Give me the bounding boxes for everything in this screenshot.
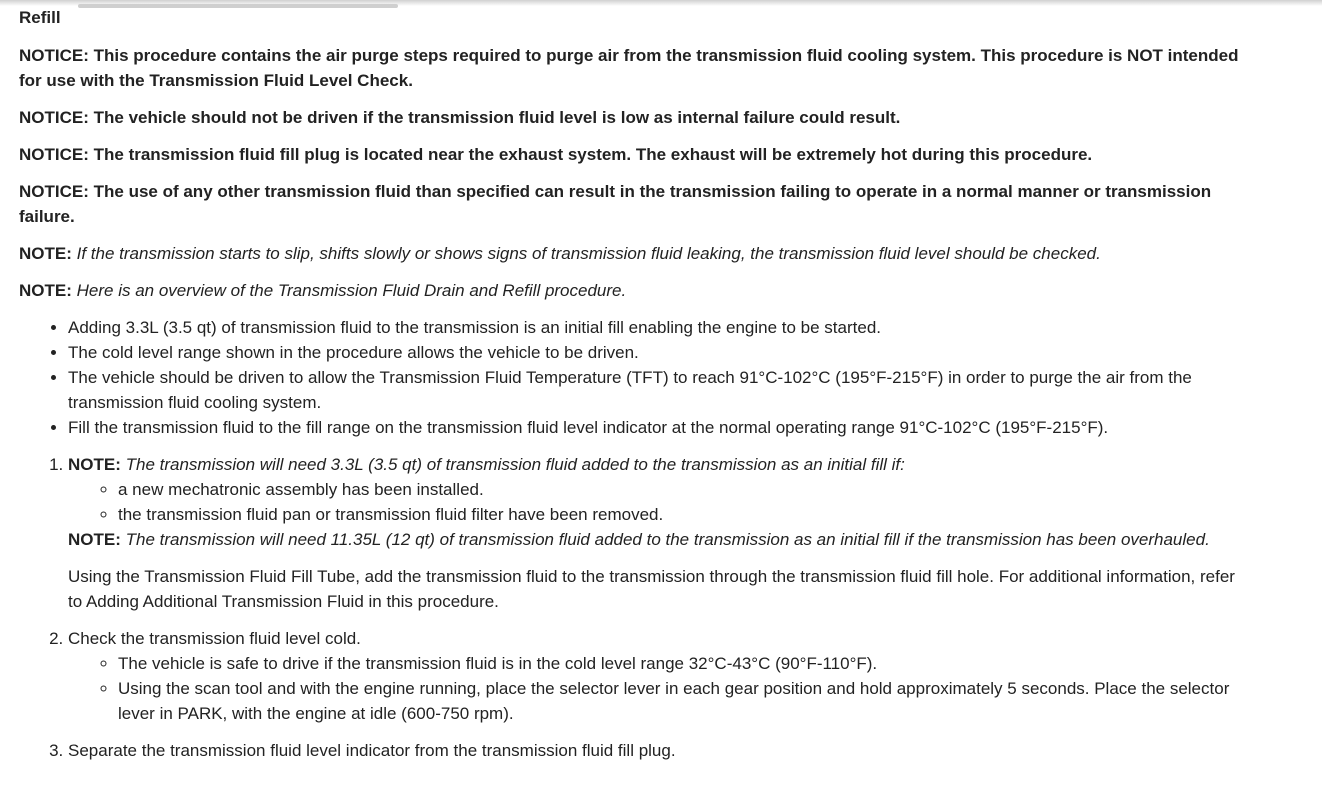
- overview-list: [19, 315, 1244, 440]
- notice-text: The use of any other transmission fluid than specified can result in the transmission failing to operate in a normal manner or transmission failure.: [19, 182, 1212, 226]
- note-label: NOTE:: [68, 530, 121, 549]
- notice-label: NOTICE:: [19, 182, 89, 201]
- list-item: • Fill the transmission fluid to the fill range on the transmission fluid level indicator at the normal operating range 91°C-102°C (195°F-215°F).: [68, 415, 1244, 440]
- notice-label: NOTICE:: [19, 108, 89, 127]
- step-text: Check the transmission fluid level cold.: [68, 629, 361, 648]
- step-text: Separate the transmission fluid level indicator from the transmission fluid fill plug.: [68, 741, 676, 760]
- note-label: NOTE:: [19, 281, 72, 300]
- notice-label: NOTICE:: [19, 145, 89, 164]
- list-item: • The vehicle should be driven to allow the Transmission Fluid Temperature (TFT) to reach 91°C-102°C (195°F-215°F) in order to purge the air from the transmission fluid cooling system.: [68, 365, 1244, 415]
- note-label: NOTE:: [68, 455, 121, 474]
- step-1-note-2: [68, 527, 1244, 552]
- notice-text: The vehicle should not be driven if the transmission fluid level is low as internal failure could result.: [93, 108, 901, 127]
- step-2: [68, 626, 1244, 726]
- note-text: Here is an overview of the Transmission Fluid Drain and Refill procedure.: [76, 281, 627, 300]
- step-1-body: Using the Transmission Fluid Fill Tube, add the transmission fluid to the transmission through the transmission fluid fill hole. For additional information, refer to Adding Additional Transmission Fluid in this procedure.: [68, 567, 1235, 611]
- notice-label: NOTICE:: [19, 46, 89, 65]
- note-text: The transmission will need 3.3L (3.5 qt) of transmission fluid added to the transmission as an initial fill if:: [125, 455, 905, 474]
- notice-1: [19, 43, 1244, 93]
- notice-text: This procedure contains the air purge steps required to purge air from the transmission fluid cooling system. This procedure is NOT intended for use with the Transmission Fluid Level Check.: [19, 46, 1239, 90]
- notice-text: The transmission fluid fill plug is located near the exhaust system. The exhaust will be extremely hot during this procedure.: [93, 145, 1093, 164]
- note-text: If the transmission starts to slip, shifts slowly or shows signs of transmission fluid leaking, the transmission fluid level should be checked.: [76, 244, 1101, 263]
- step-2-bullets: [68, 651, 1244, 726]
- step-1-bullets: [68, 477, 1244, 527]
- note-label: NOTE:: [19, 244, 72, 263]
- notice-3: [19, 142, 1244, 167]
- note-text: The transmission will need 11.35L (12 qt) of transmission fluid added to the transmission as an initial fill if the transmission has been overhauled.: [125, 530, 1210, 549]
- list-item: • Adding 3.3L (3.5 qt) of transmission fluid to the transmission is an initial fill enabling the engine to be started.: [68, 315, 1244, 340]
- notice-4: [19, 179, 1244, 229]
- document-body: [19, 5, 1244, 775]
- list-item: ◦ Using the scan tool and with the engine running, place the selector lever in each gear position and hold approximately 5 seconds. Place the selector lever in PARK, with the engine at idle (600-750 rpm).: [118, 676, 1244, 726]
- list-item: ◦ a new mechatronic assembly has been installed.: [118, 477, 1244, 502]
- note-1: [19, 241, 1244, 266]
- note-2: [19, 278, 1244, 303]
- list-item: • The cold level range shown in the procedure allows the vehicle to be driven.: [68, 340, 1244, 365]
- list-item: ◦ The vehicle is safe to drive if the transmission fluid is in the cold level range 32°C-43°C (90°F-110°F).: [118, 651, 1244, 676]
- step-1: [68, 452, 1244, 614]
- notice-2: [19, 105, 1244, 130]
- section-title: Refill: [19, 8, 61, 27]
- procedure-steps: [19, 452, 1244, 763]
- step-3: [68, 738, 1244, 763]
- list-item: ◦ the transmission fluid pan or transmission fluid filter have been removed.: [118, 502, 1244, 527]
